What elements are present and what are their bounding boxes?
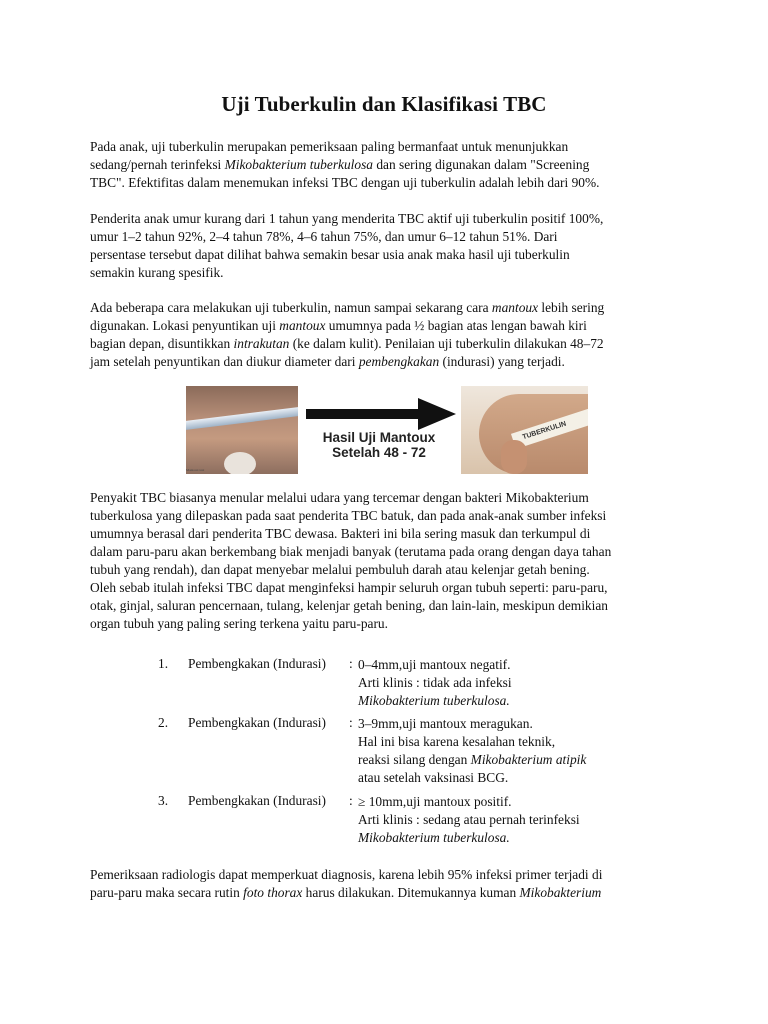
result-photo: [461, 386, 588, 474]
text-line: tubuh yang rendah), dan dapat menyebar melalui pembuluh darah atau kelenjar getah bening.: [90, 562, 590, 577]
text-span: (ke dalam kulit). Penilaian uji tuberkulin dilakukan 48–72: [289, 336, 604, 351]
item-description: [358, 793, 658, 847]
paragraph-radiology: [90, 866, 690, 902]
text-line: persentase tersebut dapat dilihat bahwa semakin besar usia anak maka hasil uji tuberkulin: [90, 247, 570, 262]
caption-line-1: Hasil Uji Mantoux: [322, 430, 436, 445]
text-line: Pemeriksaan radiologis dapat memperkuat diagnosis, karena lebih 95% infeksi primer terjadi di: [90, 867, 603, 882]
italic-term: Mikobakterium tuberkulosa.: [358, 693, 510, 708]
text-line: Arti klinis : tidak ada infeksi: [358, 675, 512, 690]
italic-term: Mikobakterium tuberkulosa.: [358, 830, 510, 845]
text-line: 0–4mm,uji mantoux negatif.: [358, 657, 511, 672]
text-line: [90, 156, 690, 174]
italic-term: pembengkakan: [358, 354, 440, 369]
text-line: [90, 317, 690, 335]
item-description: [358, 715, 658, 787]
thumb-shape: [501, 440, 527, 474]
item-number: 2.: [158, 715, 169, 730]
arrow-right-icon: [306, 398, 456, 430]
text-span: jam setelah penyuntikan dan diukur diameter dari: [90, 354, 359, 369]
text-span: reaksi silang dengan: [358, 752, 471, 767]
text-line: Penyakit TBC biasanya menular melalui udara yang tercemar dengan bakteri Mikobakterium: [90, 490, 589, 505]
italic-term: Mikobakterium tuberkulosa: [224, 157, 373, 172]
text-line: [90, 299, 690, 317]
item-term: Pembengkakan (Indurasi): [188, 656, 326, 671]
italic-term: intrakutan: [233, 336, 290, 351]
paragraph-age-statistics: [90, 210, 690, 282]
text-span: digunakan. Lokasi penyuntikan uji: [90, 318, 280, 333]
text-line: umur 1–2 tahun 92%, 2–4 tahun 78%, 4–6 tahun 75%, dan umur 6–12 tahun 51%. Dari: [90, 229, 558, 244]
paragraph-transmission: [90, 489, 690, 633]
text-span: Ada beberapa cara melakukan uji tuberkulin, namun sampai sekarang cara: [90, 300, 492, 315]
item-colon: :: [349, 715, 353, 730]
text-line: [358, 829, 658, 847]
text-line: ≥ 10mm,uji mantoux positif.: [358, 794, 512, 809]
paragraph-mantoux-method: [90, 299, 690, 371]
text-line: [90, 353, 690, 371]
italic-term: mantoux: [491, 300, 539, 315]
text-line: otak, ginjal, saluran pencernaan, tulang, kelenjar getah bening, dan lain-lain, meskipun demikian: [90, 598, 608, 613]
syringe-shape: [186, 407, 298, 431]
text-line: umumnya berasal dari penderita TBC dewasa. Bakteri ini bila sering masuk dan terkumpul di: [90, 526, 591, 541]
text-line: TBC". Efektifitas dalam menemukan infeksi TBC dengan uji tuberkulin adalah lebih dari 90%.: [90, 175, 600, 190]
text-span: umumnya pada ½ bagian atas lengan bawah kiri: [325, 318, 587, 333]
paragraph-intro: [90, 138, 690, 192]
finger-shape: [224, 452, 256, 474]
text-line: Arti klinis : sedang atau pernah terinfeksi: [358, 812, 580, 827]
text-span: harus dilakukan. Ditemukannya kuman: [302, 885, 520, 900]
text-line: [90, 335, 690, 353]
item-term: Pembengkakan (Indurasi): [188, 793, 326, 808]
italic-term: mantoux: [279, 318, 326, 333]
item-number: 1.: [158, 656, 169, 671]
italic-term: foto thorax: [243, 885, 303, 900]
photo-credit: Mantoux test: [186, 468, 205, 472]
page-title: Uji Tuberkulin dan Klasifikasi TBC: [221, 92, 547, 116]
text-line: Penderita anak umur kurang dari 1 tahun yang menderita TBC aktif uji tuberkulin positif 100%,: [90, 211, 604, 226]
text-line: [358, 692, 658, 710]
text-span: (indurasi) yang terjadi.: [439, 354, 565, 369]
figure-caption: [312, 430, 446, 460]
item-number: 3.: [158, 793, 169, 808]
text-line: Oleh sebab itulah infeksi TBC dapat menginfeksi hampir seluruh organ tubuh seperti: paru-paru,: [90, 580, 608, 595]
text-line: tuberkulosa yang dilepaskan pada saat penderita TBC batuk, dan pada anak-anak sumber infeksi: [90, 508, 607, 523]
injection-photo: [186, 386, 298, 474]
text-line: Pada anak, uji tuberkulin merupakan pemeriksaan paling bermanfaat untuk menunjukkan: [90, 139, 569, 154]
ruler-label: TUBERKULIN: [511, 403, 588, 449]
text-line: [358, 751, 658, 769]
italic-term: Mikobakterium atipik: [470, 752, 587, 767]
text-span: paru-paru maka secara rutin: [90, 885, 244, 900]
text-line: dalam paru-paru akan berkembang biak menjadi banyak (terutama pada orang dengan daya tahan: [90, 544, 612, 559]
caption-line-2: Setelah 48 - 72: [332, 445, 426, 460]
text-span: bagian depan, disuntikkan: [90, 336, 234, 351]
text-span: sedang/pernah terinfeksi: [90, 157, 225, 172]
text-line: [90, 884, 690, 902]
mantoux-figure: [186, 386, 588, 478]
text-line: Hal ini bisa karena kesalahan teknik,: [358, 734, 556, 749]
item-colon: :: [349, 656, 353, 671]
item-description: [358, 656, 658, 710]
text-line: organ tubuh yang paling sering terkena yaitu paru-paru.: [90, 616, 388, 631]
text-line: 3–9mm,uji mantoux meragukan.: [358, 716, 533, 731]
text-span: dan sering digunakan dalam "Screening: [373, 157, 590, 172]
italic-term: Mikobakterium: [519, 885, 602, 900]
item-colon: :: [349, 793, 353, 808]
text-span: lebih sering: [538, 300, 605, 315]
text-line: atau setelah vaksinasi BCG.: [358, 770, 509, 785]
item-term: Pembengkakan (Indurasi): [188, 715, 326, 730]
text-line: semakin kurang spesifik.: [90, 265, 224, 280]
